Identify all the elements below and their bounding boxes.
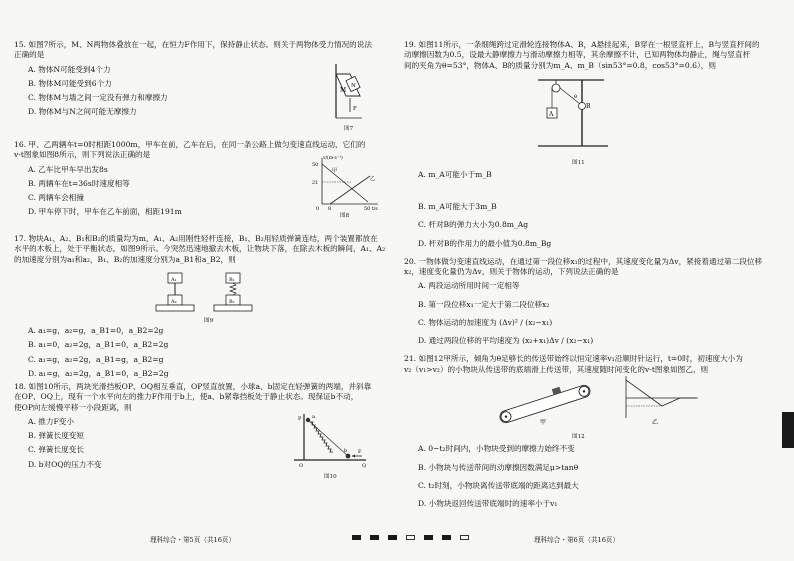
q17-option-a: A. a₁=g，a₂=g，a_B1=0，a_B2=2g xyxy=(28,326,164,335)
fig10-label-q: Q xyxy=(362,463,367,469)
side-tab-marker xyxy=(782,412,794,448)
question-16 xyxy=(14,140,386,234)
q18-stem-2: 在OP、OQ上，现有一个水平向左的推力F作用于b上，使a、b紧靠挡板处于静止状态。现保证b不动， xyxy=(14,392,359,402)
q20-option-c: C. 物体运动的加速度为 (Δv)² / (x₂−x₁) xyxy=(418,317,553,327)
fig10-caption: 图10 xyxy=(324,474,337,480)
q15-option-d: D. 物体M与N之间可能无摩擦力 xyxy=(28,107,137,117)
fig10-label-o: O xyxy=(299,463,304,469)
fig12-label-yi: 乙 xyxy=(652,419,659,427)
q21-option-a: A. 0~t₂时间内，小物块受到的摩擦力始终不变 xyxy=(418,444,575,454)
q16-option-c: C. 两辆车会相撞 xyxy=(28,193,84,202)
q18-stem-1: 18. 如图10所示，两块光滑挡板OP、OQ相互垂直，OP竖直放置，小球a、b固定在轻弹簧的两端，并斜靠 xyxy=(14,382,372,391)
question-21 xyxy=(404,354,770,524)
left-column xyxy=(14,40,386,500)
fig11-caption: 图11 xyxy=(572,160,585,166)
fig9-label-a2: A₂ xyxy=(171,299,177,305)
fig7-label-f: F xyxy=(353,106,357,112)
fig9-label-b1: B₁ xyxy=(229,277,235,283)
right-column xyxy=(404,40,770,524)
q17-option-d: D. a₁=g，a₂=2g，a_B1=0，a_B2=2g xyxy=(28,368,169,378)
q15-stem-1: 15. 如图7所示，M、N两物体叠放在一起，在恒力F作用下，保持静止状态。则关于两物体受力情况的说法 xyxy=(14,40,372,49)
fig8-label-yi: 乙 xyxy=(370,176,376,182)
fig7-label-n: N xyxy=(351,83,356,89)
q18-option-a: A. 推力F变小 xyxy=(28,416,74,426)
registration-mark xyxy=(388,535,397,540)
q15-option-a: A. 物体N可能受到4个力 xyxy=(28,64,111,74)
q16-option-d: D. 甲车停下时，甲车在乙车前面，相距191m xyxy=(28,207,182,217)
q18-option-c: C. 弹簧长度变长 xyxy=(28,445,84,455)
q15-option-b: B. 物体M可能受到6个力 xyxy=(28,78,112,88)
footer-page-5: 理科综合・第5页（共16页） xyxy=(150,536,236,544)
q19-options-rest xyxy=(404,202,770,249)
q18-stem-3: 使OP向左缓慢平移一小段距离，则 xyxy=(14,402,132,412)
fig8-tick-21: 21 xyxy=(312,180,319,186)
q16-stem-1: 16. 甲、乙两辆车t=0时相距1000m，甲车在前，乙车在后，在同一条公路上做匀变速直线运动，它们的 xyxy=(14,140,366,149)
fig8-tick-8: 8 xyxy=(328,206,332,212)
q21-option-b: B. 小物块与传送带间的动摩擦因数满足μ>tanθ xyxy=(418,462,579,472)
registration-mark xyxy=(352,535,361,540)
fig10-label-b: b xyxy=(344,448,348,454)
q17-stem-1: 17. 物块A₁、A₂、B₁和B₂的质量均为m，A₁、A₂用刚性轻杆连接，B₁、B₂用轻质弹簧连结，两个装置都放在 xyxy=(14,234,378,243)
q19-option-b: B. m_A可能大于3m_B xyxy=(418,202,497,211)
q19-stem-3: 间的夹角为θ=53°，物体A、B的质量分别为m_A、m_B（sin53°=0.8，cos53°=0.6），则 xyxy=(404,60,716,70)
q15-option-c: C. 物体M与墙之间一定没有弹力和摩擦力 xyxy=(28,93,168,102)
q20-option-a: A. 两段运动所用时间一定相等 xyxy=(418,281,520,291)
q16-option-a: A. 乙车比甲车早出发8s xyxy=(28,164,108,174)
registration-mark xyxy=(460,535,469,540)
q17-stem-3: 的加速度分别为a₁和a₂，B₁、B₂的加速度分别为a_B1和a_B2，则 xyxy=(14,254,236,264)
fig11-label-a: A xyxy=(549,111,554,118)
figure-7 xyxy=(326,62,370,126)
q16-stem-2: v-t图象如图8所示，则下列说法正确的是 xyxy=(14,150,151,160)
fig8-axis-v: v/(m·s⁻¹) xyxy=(323,156,343,161)
q21-stem-2: v₂（v₁>v₂）的小物块从传送带的底端滑上传送带，其速度随时间变化的v-t图象如图乙，则 xyxy=(404,364,709,374)
fig7-label-m: M xyxy=(340,87,347,94)
fig9-label-b2: B₂ xyxy=(229,299,235,305)
q21-stem-1: 21. 如图12甲所示，倾角为θ足够长的传送带始终以恒定速率v₁沿顺时针运行，t=0时，初速度大小为 xyxy=(404,354,743,364)
fig10-label-a: a xyxy=(312,414,315,420)
fig8-tick-50: 50 xyxy=(312,162,319,168)
question-17 xyxy=(14,234,386,378)
figure-11 xyxy=(534,76,614,152)
q20-option-b: B. 第一段位移x₁一定大于第二段位移x₂ xyxy=(418,299,550,309)
question-20 xyxy=(404,257,770,347)
registration-mark xyxy=(406,535,415,540)
fig8-caption: 图8 xyxy=(340,213,350,219)
q19-stem-2: 动摩擦因数为0.5，设最大静摩擦力与滑动摩擦力相等，其余摩擦不计，已知两物体均静止，绳与竖直杆 xyxy=(404,50,751,60)
question-15 xyxy=(14,40,386,140)
fig9-label-a1: A₁ xyxy=(171,277,177,283)
registration-mark xyxy=(442,535,451,540)
q19-stem-1: 19. 如图11所示，一条细绳跨过定滑轮连接物体A、B，A悬挂起来，B穿在一根竖直杆上，B与竖直杆间的 xyxy=(404,40,760,49)
registration-mark xyxy=(424,535,433,540)
fig8-origin: 0 xyxy=(316,206,320,212)
q19-option-a: A. m_A可能小于m_B xyxy=(418,170,492,179)
footer-page-6: 理科综合・第6页（共16页） xyxy=(534,536,620,544)
figure-10 xyxy=(290,412,370,472)
q20-stem-2: x₂，速度变化量仍为Δv，则关于物体的运动，下列说法正确的是 xyxy=(404,267,619,276)
figure-9 xyxy=(150,269,274,317)
fig11-label-b: B xyxy=(586,103,591,110)
q18-option-b: B. 弹簧长度变短 xyxy=(28,431,84,440)
q20-stem-1: 20. 一物体做匀变速直线运动，在通过第一段位移x₁的过程中，其速度变化量为Δv，紧接着通过第二段位移 xyxy=(404,256,763,266)
question-19 xyxy=(404,40,770,200)
q20-option-d: D. 通过两段位移的平均速度为 (x₂+x₁)Δv / (x₂−x₁) xyxy=(418,336,594,345)
registration-mark xyxy=(370,535,379,540)
fig12-caption: 图12 xyxy=(572,434,585,441)
fig8-tick-50s: 50 xyxy=(364,206,371,212)
q21-option-d: D. 小物块返回传送带底端时的速率小于v₁ xyxy=(418,499,558,508)
question-18 xyxy=(14,382,386,500)
fig11-label-theta: θ xyxy=(574,94,578,100)
q17-option-c: C. a₁=g，a₂=2g，a_B1=g，a_B2=g xyxy=(28,354,164,364)
fig9-caption: 图9 xyxy=(204,318,214,324)
q18-option-d: D. b对OQ的压力不变 xyxy=(28,459,102,469)
fig8-label-jia: 甲 xyxy=(332,168,338,174)
registration-marks xyxy=(352,535,469,540)
figure-8 xyxy=(310,154,380,212)
fig7-caption: 图7 xyxy=(344,126,354,132)
fig8-axis-t: t/s xyxy=(372,207,378,212)
figure-12-jia xyxy=(490,380,600,426)
q16-option-b: B. 两辆车在t=36s时速度相等 xyxy=(28,178,130,188)
figure-12-yi xyxy=(618,374,702,426)
fig12-label-jia: 甲 xyxy=(540,419,547,427)
q19-option-c: C. 杆对B的弹力大小为0.8m_Ag xyxy=(418,220,529,230)
q17-option-b: B. a₁=0，a₂=2g，a_B1=0，a_B2=2g xyxy=(28,340,169,350)
fig10-label-f: F xyxy=(358,449,362,455)
q19-option-d: D. 杆对B的作用力的最小值为0.8m_Bg xyxy=(418,238,552,248)
fig10-label-p: P xyxy=(298,416,302,422)
q15-stem-2: 正确的是 xyxy=(14,50,45,60)
q21-option-c: C. t₂时刻，小物块离传送带底端的距离达到最大 xyxy=(418,480,579,490)
q17-stem-2: 水平的木板上，处于平衡状态，如图9所示。今突然迅速地撤去木板，让物块下落，在除去木板的瞬间，A₁、A₂ xyxy=(14,244,386,254)
